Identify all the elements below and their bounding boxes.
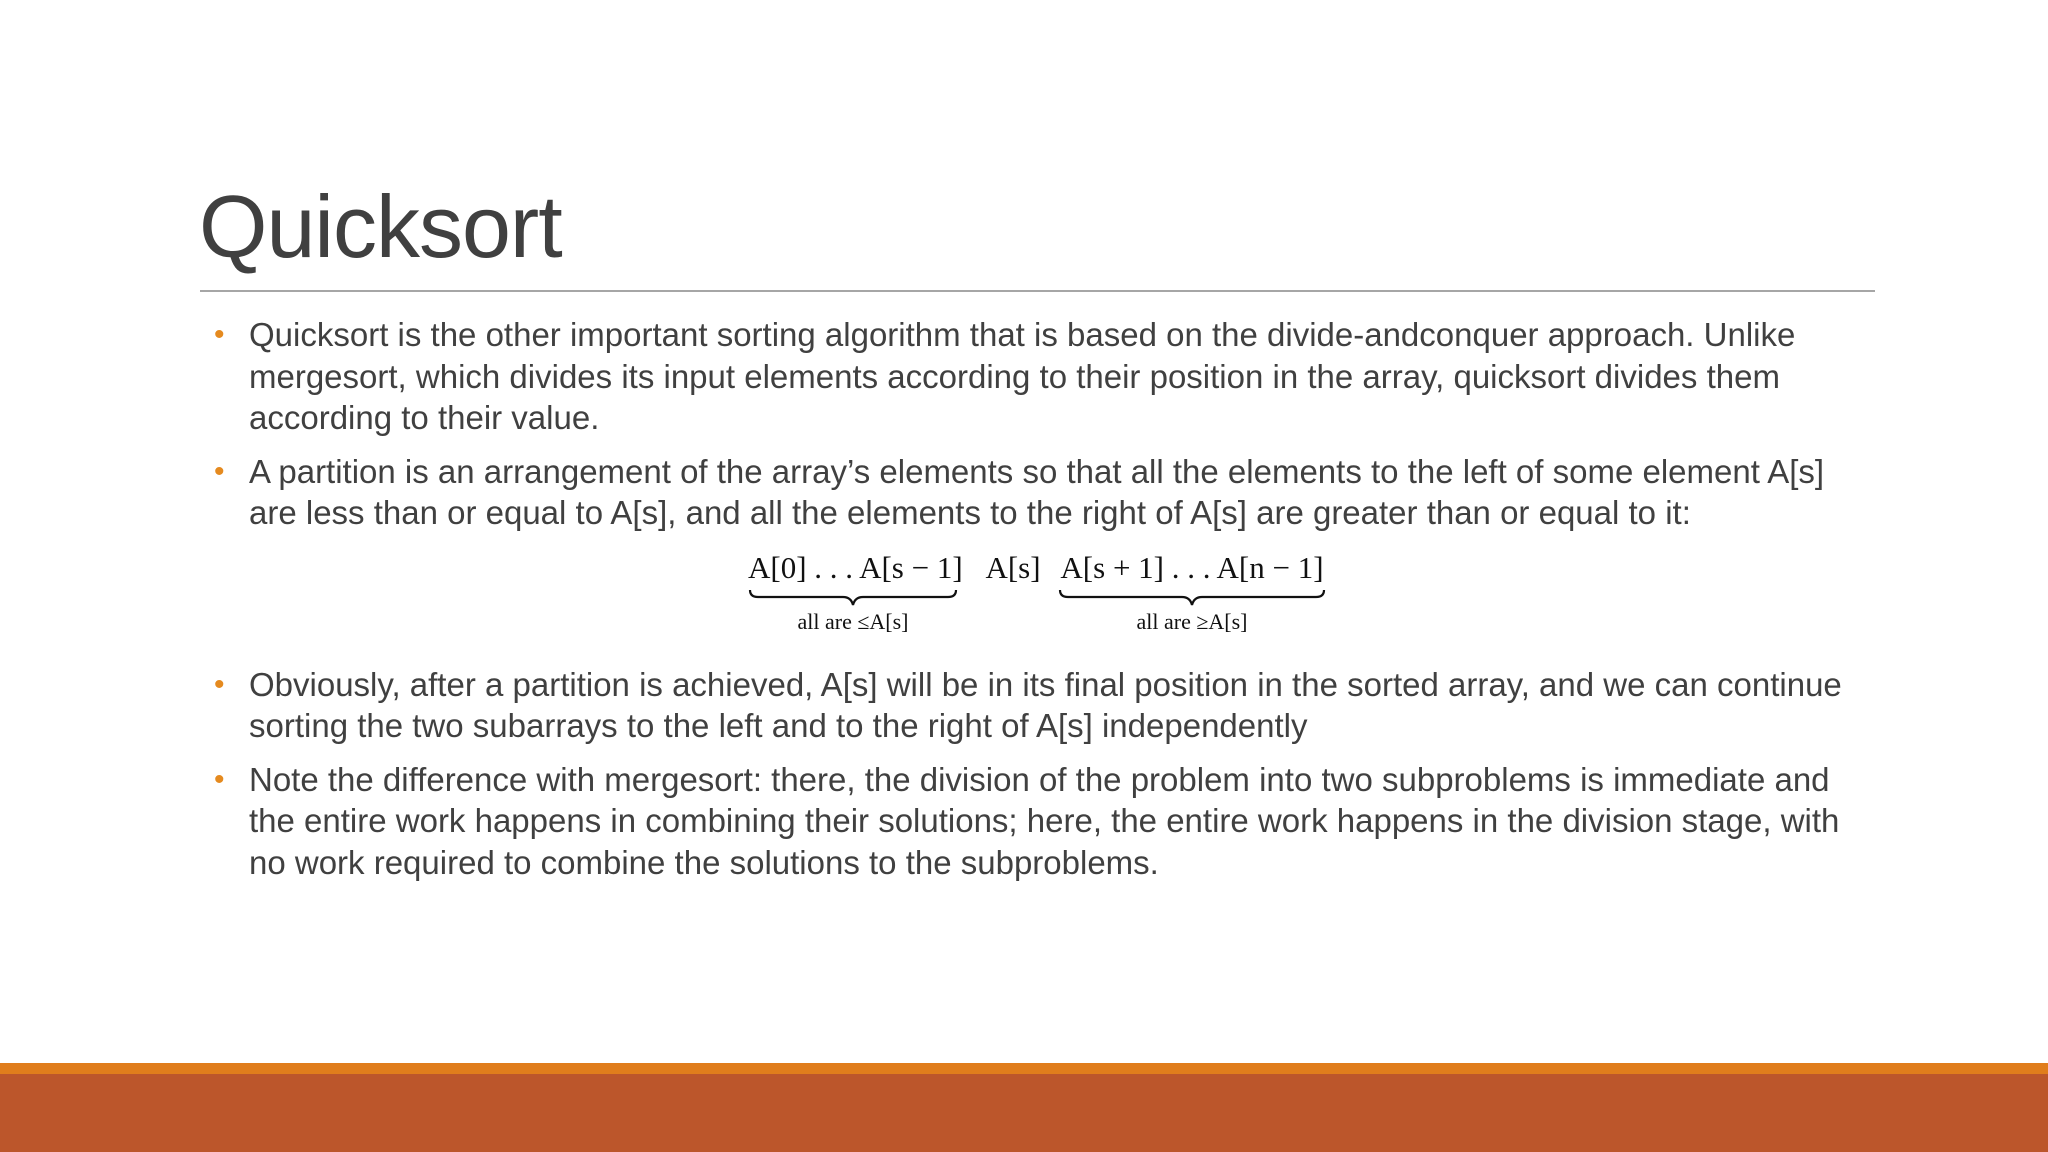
right-underbrace-icon <box>1058 588 1326 608</box>
left-underbrace-icon <box>748 588 958 608</box>
formula-pivot: A[s] <box>985 549 1041 585</box>
bullet-text: Quicksort is the other important sorting algorithm that is based on the divide-andconquer approach. Unlike mergesort, which divides its input elements according to their position in the array, quicksort divides them according to their value. <box>249 316 1796 436</box>
bullet-dot-icon: • <box>214 318 225 351</box>
footer-accent-strip <box>0 1063 2048 1074</box>
title-divider <box>200 290 1875 292</box>
formula-right-subarray: A[s + 1] . . . A[n − 1] <box>1060 549 1324 585</box>
bullet-item <box>214 664 1864 747</box>
bullet-text: A partition is an arrangement of the array’s elements so that all the elements to the left of some element A[s] are less than or equal to A[s], and all the elements to the right of A[s] are greater than or equal to it: <box>249 452 1825 531</box>
bullet-item <box>214 759 1864 884</box>
bullet-text: Note the difference with mergesort: there, the division of the problem into two subproblems is immediate and the entire work happens in combining their solutions; here, the entire work happens in the division stage, with no work required to combine the solutions to the subproblems. <box>249 760 1840 881</box>
partition-formula <box>748 546 1348 650</box>
bullet-dot-icon: • <box>214 667 225 701</box>
formula-right-caption: all are ≥A[s] <box>1136 608 1248 634</box>
slide-content <box>214 314 1864 895</box>
bullet-item <box>214 314 1864 439</box>
formula-left-caption: all are ≤A[s] <box>797 608 909 634</box>
bullet-item <box>214 451 1864 534</box>
bullet-dot-icon: • <box>214 454 225 488</box>
formula-left-subarray: A[0] . . . A[s − 1] <box>748 549 963 585</box>
footer-band <box>0 1074 2048 1152</box>
slide-title: Quicksort <box>199 177 562 276</box>
bullet-text: Obviously, after a partition is achieved, A[s] will be in its final position in the sorted array, and we can continue sorting the two subarrays to the left and to the right of A[s] independently <box>249 665 1842 744</box>
bullet-dot-icon: • <box>214 762 225 796</box>
